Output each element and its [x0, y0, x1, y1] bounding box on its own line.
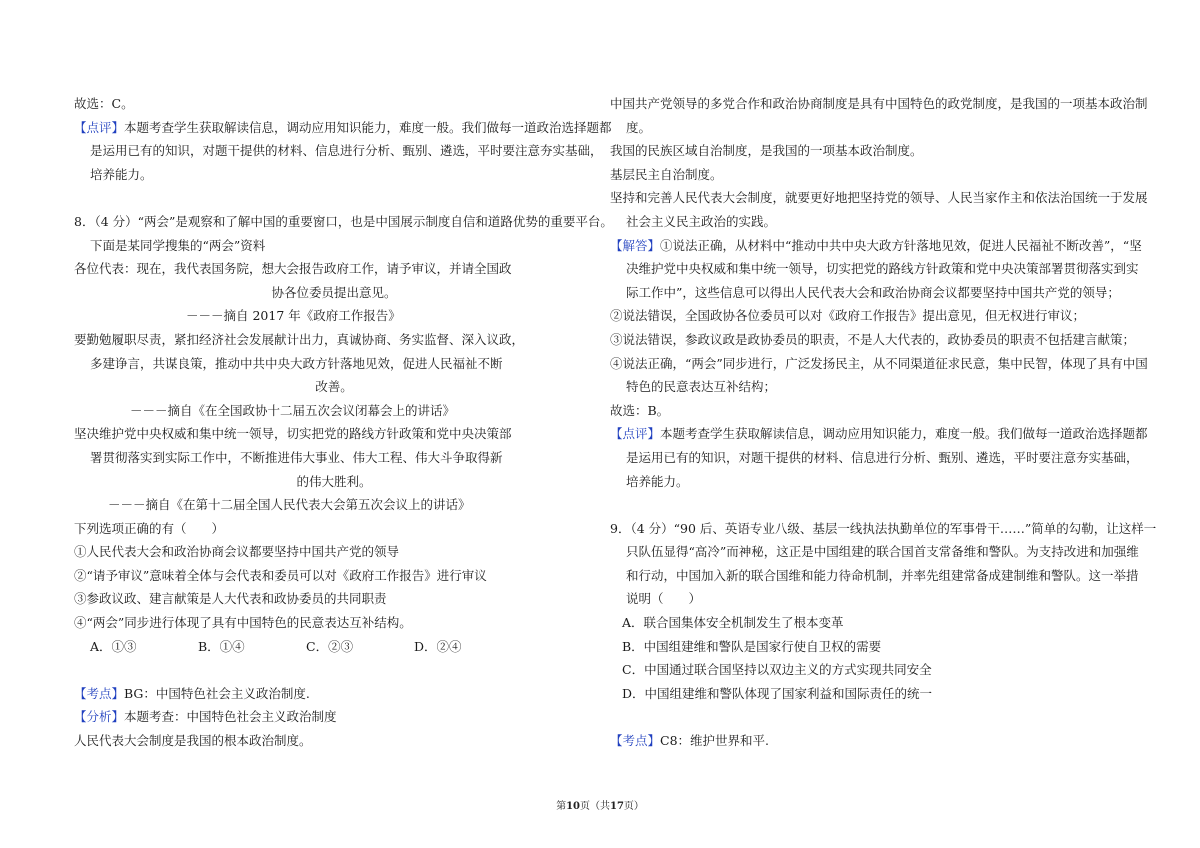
knowledge-point-tag: 【考点】 [74, 685, 125, 701]
analysis-line: 中国共产党领导的多党合作和政治协商制度是具有中国特色的政党制度，是我国的一项基本政治制 [610, 96, 1148, 111]
knowledge-point-line [74, 682, 594, 706]
question-8-stem: 8．（4 分）“两会”是观察和了解中国的重要窗口，也是中国展示制度自信和道路优势的重要平台。 [74, 213, 613, 229]
page-total: 17 [610, 801, 624, 812]
material-3: 的伟大胜利。 [296, 473, 372, 489]
question-9-stem: 说明（ ） [626, 591, 702, 607]
comment-tag: 【点评】 [610, 426, 661, 442]
comment-line: 培养能力。 [90, 166, 153, 182]
option-d: D．中国组建维和警队体现了国家利益和国际责任的统一 [622, 685, 933, 701]
analysis-line: 度。 [626, 119, 652, 135]
footer-pre: 第 [556, 801, 567, 812]
analysis-line: 我国的民族区域自治制度，是我国的一项基本政治制度。 [610, 143, 923, 159]
solution-text: ①说法正确，从材料中“推动中共中央大政方针落地见效，促进人民福祉不断改善”，“坚 [660, 237, 1142, 253]
material-2: 改善。 [315, 379, 353, 395]
solution-line: ③说法错误，参政议政是政协委员的职责，不是人大代表的，政协委员的职责不包括建言献策； [610, 331, 1136, 347]
comment-text: 本题考查学生获取解读信息，调动应用知识能力，难度一般。我们做每一道政治选择题都 [660, 426, 1148, 442]
knowledge-point-text: BG：中国特色社会主义政治制度. [124, 685, 310, 701]
left-column [74, 92, 613, 753]
analysis-text: 本题考查：中国特色社会主义政治制度 [124, 709, 337, 725]
solution-line: ②说法错误，全国政协各位委员可以对《政府工作报告》提出意见，但无权进行审议； [610, 308, 1086, 324]
answer-line: 故选：C。 [74, 96, 134, 111]
comment-line [74, 116, 612, 140]
material-3: 坚决维护党中央权威和集中统一领导，切实把党的路线方针政策和党中央决策部 [74, 426, 512, 442]
option-d: D．②④ [414, 638, 462, 654]
option-a: A．①③ [90, 638, 137, 654]
material-2-source: －－－摘自《在全国政协十二届五次会议闭幕会上的讲话》 [130, 402, 456, 418]
material-2: 要勤勉履职尽责，紧扣经济社会发展献计出力，真诚协商、务实监督、深入议政， [74, 331, 525, 347]
analysis-line: 基层民主自治制度。 [610, 166, 723, 182]
statement-1: ①人民代表大会和政治协商会议都要坚持中国共产党的领导 [74, 544, 400, 560]
material-3: 署贯彻落实到实际工作中，不断推进伟大事业、伟大工程、伟大斗争取得新 [90, 449, 503, 465]
question-9-stem: 只队伍显得“高冷”而神秘，这正是中国组建的联合国首支常备维和警队。为支持改进和加强维 [626, 544, 1139, 560]
comment-line [610, 422, 1148, 446]
spacer [74, 186, 594, 210]
question-8-options [74, 635, 594, 659]
solution-line: 际工作中”，这些信息可以得出人民代表大会和政治协商会议都要坚持中国共产党的领导； [626, 284, 1120, 300]
comment-line: 培养能力。 [626, 473, 689, 489]
solution-line: ④说法正确，“两会”同步进行，广泛发扬民主，从不同渠道征求民意，集中民智，体现了具有中国 [610, 355, 1148, 371]
option-b: B．中国组建维和警队是国家行使自卫权的需要 [622, 638, 882, 654]
spacer [610, 493, 1136, 517]
solution-line: 决维护党中央权威和集中统一领导，切实把党的路线方针政策和党中央决策部署贯彻落实到实 [626, 261, 1139, 277]
solution-line [610, 234, 1142, 258]
spacer [610, 705, 1136, 729]
option-c: C．中国通过联合国坚持以双边主义的方式实现共同安全 [622, 662, 932, 678]
analysis-line: 人民代表大会制度是我国的根本政治制度。 [74, 733, 312, 749]
comment-line: 是运用已有的知识，对题干提供的材料、信息进行分析、甄别、遴选，平时要注意夯实基础， [90, 143, 603, 159]
material-1: 协各位委员提出意见。 [271, 284, 397, 300]
analysis-line: 坚持和完善人民代表大会制度，就要更好地把坚持党的领导、人民当家作主和依法治国统一于发展 [610, 190, 1148, 206]
statement-2: ②“请予审议”意味着全体与会代表和委员可以对《政府工作报告》进行审议 [74, 567, 487, 583]
material-1-source: －－－摘自 2017 年《政府工作报告》 [186, 308, 401, 324]
option-a: A．联合国集体安全机制发生了根本变革 [622, 615, 844, 631]
material-1: 各位代表：现在，我代表国务院，想大会报告政府工作，请予审议，并请全国政 [74, 261, 512, 277]
page-footer [0, 797, 1200, 812]
knowledge-point-tag: 【考点】 [610, 733, 661, 749]
statement-4: ④“两会”同步进行体现了具有中国特色的民意表达互补结构。 [74, 615, 412, 631]
analysis-line [74, 705, 594, 729]
knowledge-point-line [610, 729, 1136, 753]
right-column [610, 92, 1157, 753]
page-number: 10 [566, 801, 580, 812]
comment-line: 是运用已有的知识，对题干提供的材料、信息进行分析、甄别、遴选，平时要注意夯实基础， [626, 449, 1139, 465]
comment-tag: 【点评】 [74, 119, 125, 135]
question-8-ask: 下列选项正确的有（ ） [74, 520, 225, 536]
analysis-tag: 【分析】 [74, 709, 125, 725]
footer-mid: 页（共 [580, 801, 610, 812]
comment-text: 本题考查学生获取解读信息，调动应用知识能力，难度一般。我们做每一道政治选择题都 [124, 119, 612, 135]
material-2: 多建诤言，共谋良策，推动中共中央大政方针落地见效，促进人民福祉不断 [90, 355, 503, 371]
spacer [74, 658, 594, 682]
question-9-stem: 9．（4 分）“90 后、英语专业八级、基层一线执法执勤单位的军事骨干……”简单的勾勒，让这样一 [610, 520, 1157, 536]
statement-3: ③参政议政、建言献策是人大代表和政协委员的共同职责 [74, 591, 387, 607]
solution-tag: 【解答】 [610, 237, 661, 253]
material-3-source: －－－摘自《在第十二届全国人民代表大会第五次会议上的讲话》 [108, 497, 471, 513]
footer-post: 页） [623, 801, 644, 812]
analysis-line: 社会主义民主政治的实践。 [626, 213, 777, 229]
solution-line: 特色的民意表达互补结构； [626, 379, 777, 395]
knowledge-point-text: C8：维护世界和平. [660, 733, 770, 749]
question-9-stem: 和行动，中国加入新的联合国维和能力待命机制，并率先组建常备成建制维和警队。这一举措 [626, 567, 1139, 583]
option-c: C．②③ [306, 638, 354, 654]
question-8-stem: 下面是某同学搜集的“两会”资料 [90, 237, 266, 253]
answer-line: 故选：B。 [610, 402, 670, 418]
option-b: B．①④ [198, 638, 245, 654]
